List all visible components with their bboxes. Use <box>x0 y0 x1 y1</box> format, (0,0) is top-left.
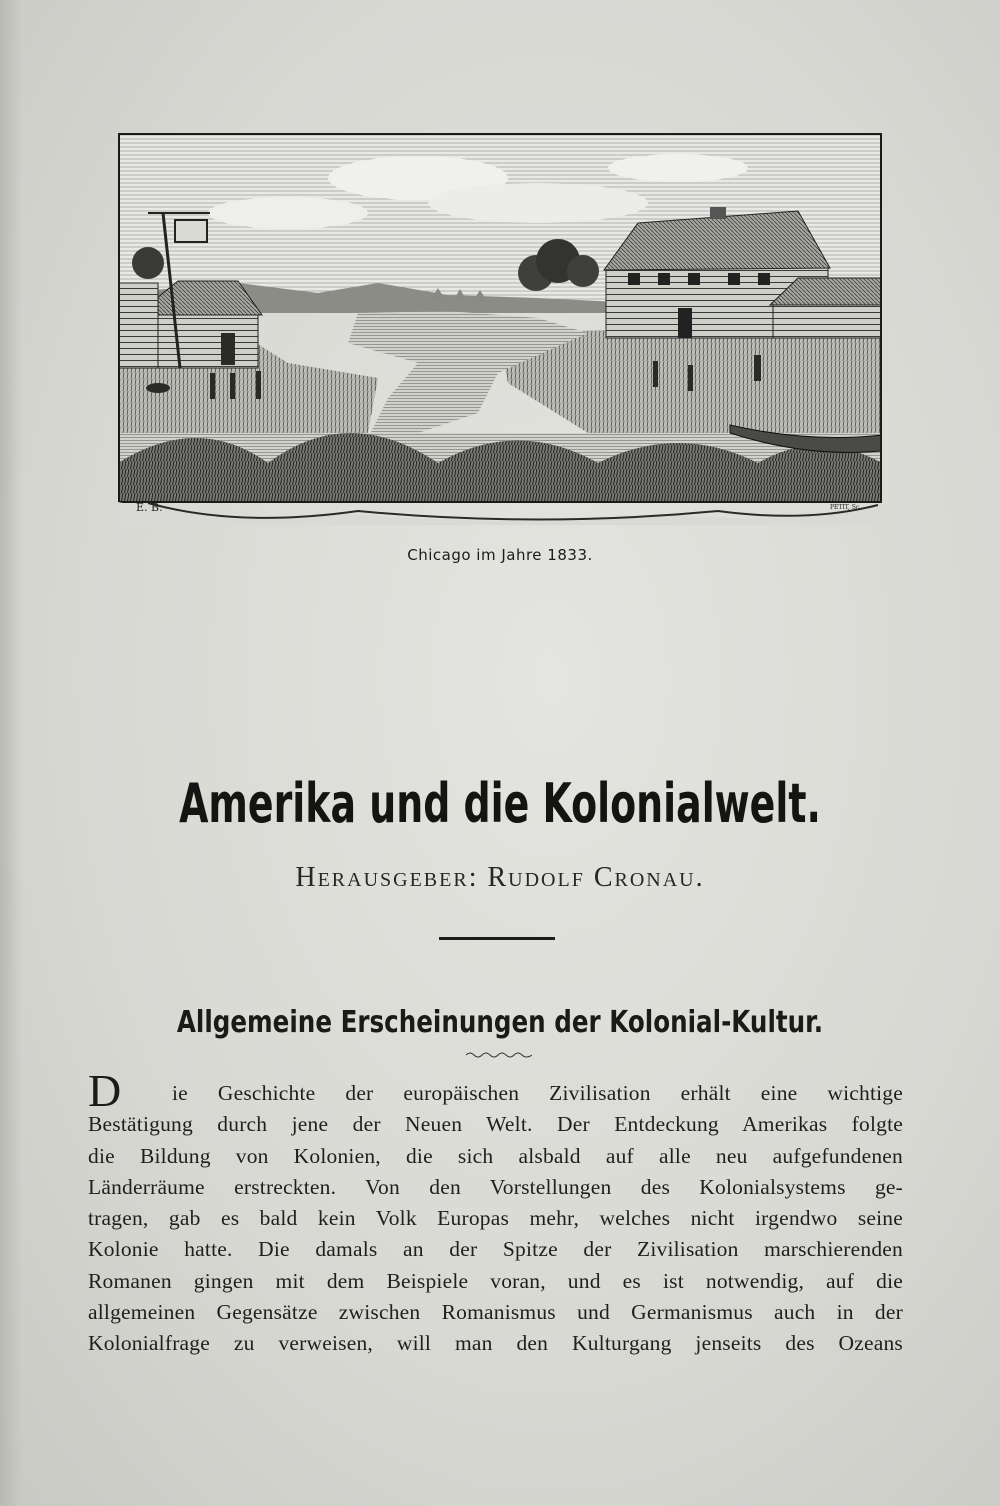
far-left-cabin <box>118 283 158 368</box>
window <box>658 273 670 285</box>
text-line: Kolonialfrage zu verweisen, will man den Kulturgang jenseits des Ozeans <box>88 1331 903 1356</box>
text-line: tragen, gab es bald kein Volk Europas mehr, welches nicht irgendwo seine <box>88 1206 903 1231</box>
figure <box>230 373 235 399</box>
window <box>758 273 770 285</box>
ornament-flourish <box>466 1050 532 1060</box>
illustration-caption: Chicago im Jahre 1833. <box>407 546 593 564</box>
figure <box>688 365 693 391</box>
drop-initial: D <box>88 1065 122 1116</box>
house-door <box>678 308 692 338</box>
text-line: allgemeinen Gegensätze zwischen Romanismus und Germanismus auch in der <box>88 1300 903 1325</box>
tree <box>132 247 164 279</box>
text-line: Kolonie hatte. Die damals an der Spitze der Zivilisation marschierenden <box>88 1237 903 1262</box>
engraver-signature: PETIT, Sc. <box>830 504 862 511</box>
window <box>728 273 740 285</box>
figure <box>754 355 761 381</box>
text-line: Länderräume erstreckten. Von den Vorstellungen des Kolonialsystems ge- <box>88 1174 903 1199</box>
cloud <box>608 154 748 182</box>
artist-signature: E. B. <box>136 501 163 514</box>
dog <box>146 383 170 393</box>
editor-credit: Herausgeber: Rudolf Cronau. <box>295 862 705 893</box>
section-heading: Allgemeine Erscheinungen der Kolonial-Kultur. <box>176 1005 824 1040</box>
left-cabin-door <box>221 333 235 365</box>
tree <box>567 255 599 287</box>
chimney <box>710 207 726 219</box>
text-line: Romanen gingen mit dem Beispiele voran, und es ist notwendig, auf die <box>88 1268 903 1293</box>
title-divider <box>439 937 555 940</box>
reed-edge <box>148 503 878 520</box>
text-line: die Bildung von Kolonien, die sich alsbald auf alle neu aufgefundenen <box>88 1143 903 1168</box>
figure <box>653 361 658 387</box>
annex-building <box>773 303 882 338</box>
figure <box>210 373 215 399</box>
figure <box>256 371 261 399</box>
text-line: Bestätigung durch jene der Neuen Welt. Der Entdeckung Amerikas folgte <box>88 1112 903 1137</box>
window <box>628 273 640 285</box>
cloud <box>428 183 648 223</box>
frame-bottom-fade <box>118 502 882 525</box>
page-title: Amerika und die Kolonialwelt. <box>179 772 821 835</box>
body-paragraph <box>88 1078 903 1360</box>
cloud <box>208 197 368 229</box>
text-line: ie Geschichte der europäischen Zivilisation erhält eine wichtige <box>172 1081 903 1105</box>
engraving-illustration <box>118 133 882 525</box>
hanging-sign <box>175 220 207 242</box>
window <box>688 273 700 285</box>
